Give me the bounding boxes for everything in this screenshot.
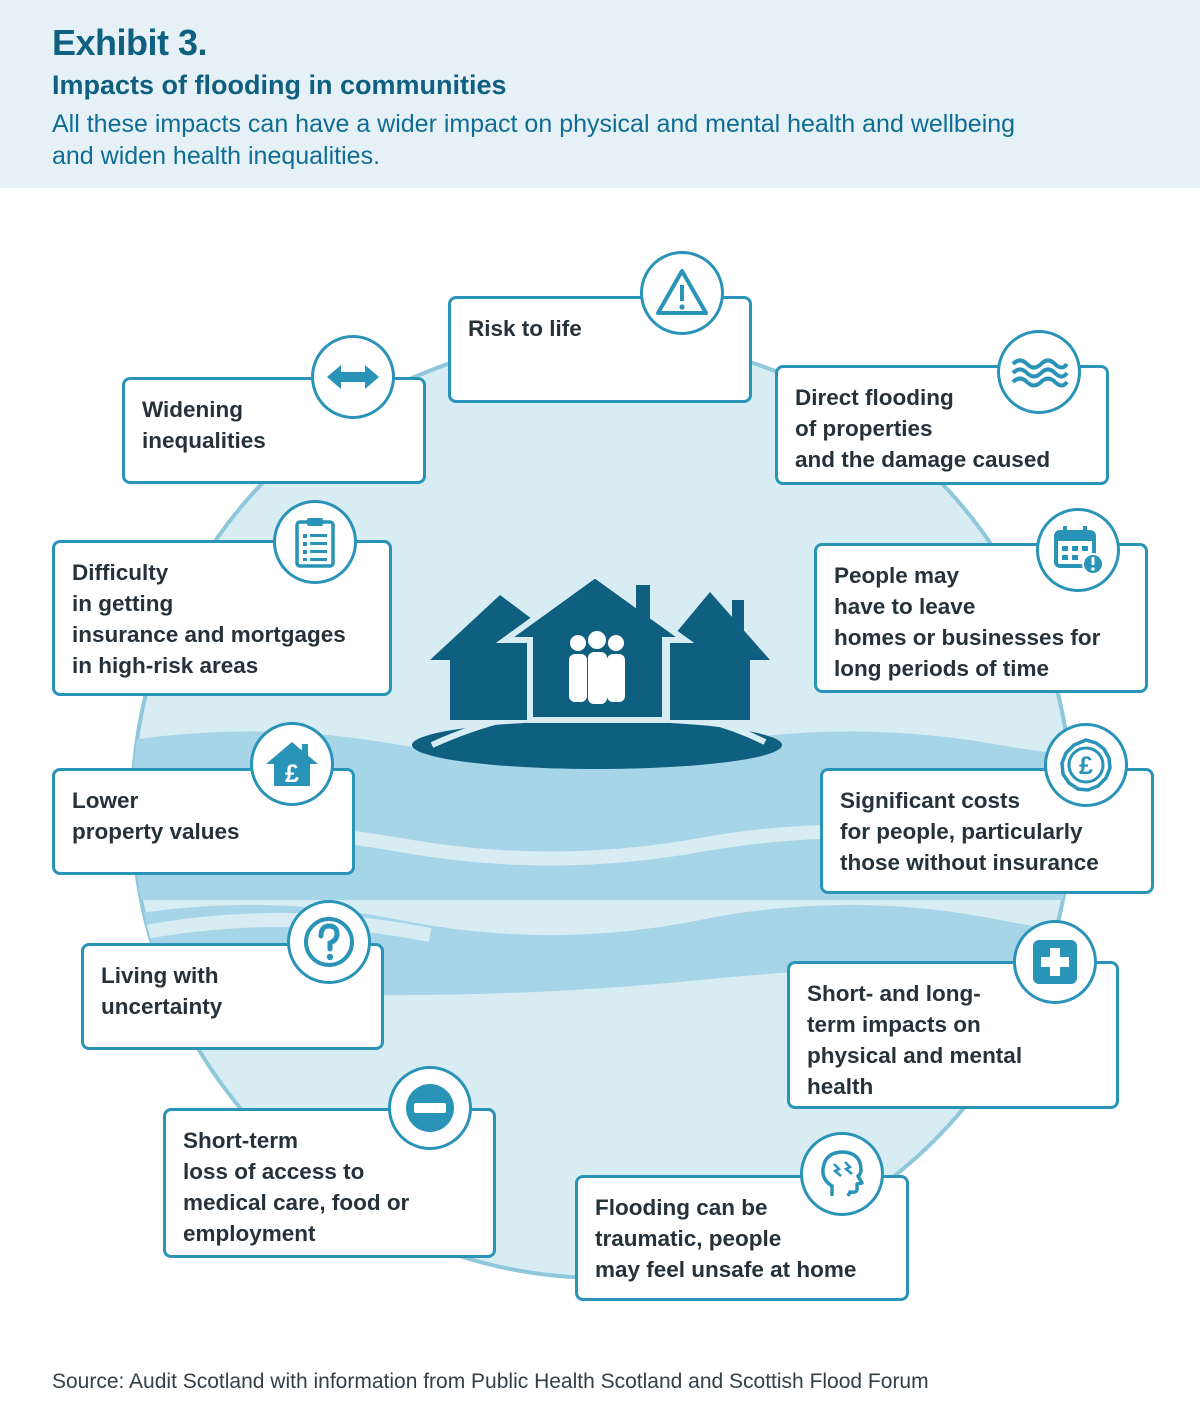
- impact-label-inequalities: Widening inequalities: [142, 397, 266, 453]
- svg-text:£: £: [285, 760, 299, 788]
- source-note: Source: Audit Scotland with information from Public Health Scotland and Scottish Flood Forum: [52, 1370, 929, 1393]
- svg-text:£: £: [1079, 752, 1093, 780]
- impact-label-health-impacts: Short- and long- term impacts on physical and mental health: [807, 981, 1023, 1099]
- medical-cross-icon: [1013, 920, 1097, 1004]
- warning-icon: [640, 251, 724, 335]
- pound-coin-icon: [1044, 723, 1128, 807]
- impact-label-traumatic: Flooding can be traumatic, people may feel unsafe at home: [595, 1195, 857, 1282]
- exhibit-title: Impacts of flooding in communities: [52, 70, 507, 100]
- no-entry-icon: [388, 1066, 472, 1150]
- impact-label-direct-flooding: Direct flooding of properties and the damage caused: [795, 385, 1051, 472]
- double-arrow-icon: [311, 335, 395, 419]
- question-icon: [287, 900, 371, 984]
- exhibit-number: Exhibit 3.: [52, 22, 208, 63]
- impact-label-risk-to-life: Risk to life: [468, 316, 582, 341]
- impact-label-significant-costs: Significant costs for people, particularly those without insurance: [840, 788, 1099, 875]
- waves-icon: [997, 330, 1081, 414]
- impact-label-leave-homes: People may have to leave homes or businesses for long periods of time: [834, 563, 1101, 681]
- impact-label-property-values: Lower property values: [72, 788, 240, 844]
- impact-label-insurance: Difficulty in getting insurance and mortgages in high-risk areas: [72, 560, 346, 678]
- head-stress-icon: [800, 1132, 884, 1216]
- impact-label-loss-of-access: Short-term loss of access to medical care, food or employment: [183, 1128, 410, 1246]
- calendar-alert-icon: [1036, 508, 1120, 592]
- house-pound-icon: [250, 722, 334, 806]
- exhibit-description: All these impacts can have a wider impact on physical and mental health and wellbeing and widen health inequalities.: [52, 110, 1016, 170]
- impact-label-uncertainty: Living with uncertainty: [101, 963, 223, 1019]
- clipboard-list-icon: [273, 500, 357, 584]
